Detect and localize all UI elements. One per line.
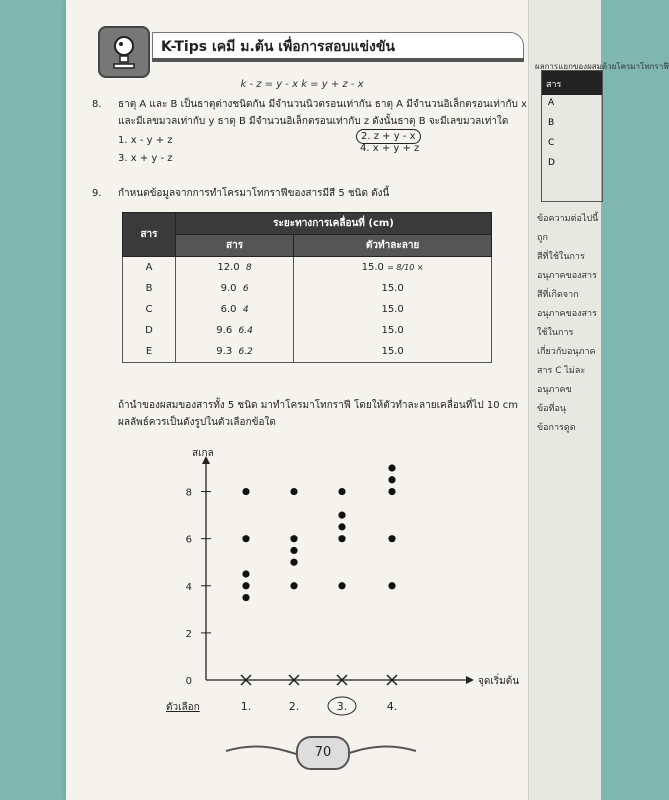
- adjacent-line: สาร C ไม่ละ: [537, 366, 586, 376]
- y-tick-label: 8: [185, 487, 192, 499]
- chromatography-table: [122, 212, 492, 363]
- row-sub: 9.3 6.2: [176, 341, 294, 363]
- adjacent-page-header: ผลการแยกของผสมด้วยโครมาโทกราฟี: [535, 62, 669, 71]
- row-sub: 12.0 8: [176, 257, 294, 279]
- q8-line2: และมีเลขมวลเท่ากับ y ธาตุ B มีจำนวนอิเล็กตรอนเท่ากับ z ดังนั้นธาตุ B จะมีเลขมวลเท่าใด: [118, 116, 509, 127]
- spot-point: [388, 464, 395, 471]
- y-tick-label: 4: [185, 581, 192, 593]
- row-solv: 15.0: [294, 278, 492, 299]
- q9-text2: ถ้านำของผสมของสารทั้ง 5 ชนิด มาทำโครมาโทกราฟี โดยให้ตัวทำละลายเคลื่อนที่ไป 10 cm: [118, 400, 519, 411]
- page-header: [84, 18, 524, 78]
- row-solv: 15.0: [294, 320, 492, 341]
- x-axis-arrow-icon: [466, 676, 474, 684]
- adjacent-text: [537, 210, 601, 438]
- adjacent-line: สีที่ใช้ในการ: [537, 252, 585, 262]
- flask-logo-icon: [98, 26, 150, 78]
- row-sub: 9.0 6: [176, 278, 294, 299]
- row-name: A: [123, 257, 176, 279]
- adjacent-row: A: [548, 98, 555, 108]
- spot-point: [290, 535, 297, 542]
- header-title-bar: [152, 32, 524, 60]
- y-tick-label: 2: [185, 628, 192, 640]
- row-name: E: [123, 341, 176, 363]
- row-name: B: [123, 278, 176, 299]
- spot-point: [290, 488, 297, 495]
- adjacent-line: อนุภาคข: [537, 385, 572, 395]
- spot-point: [388, 582, 395, 589]
- table-header-substance: สาร: [123, 213, 176, 257]
- x-axis-label: จุดเริ่มต้น: [478, 676, 520, 687]
- y-tick-label: 6: [185, 534, 192, 546]
- spot-point: [388, 535, 395, 542]
- spot-point: [242, 594, 249, 601]
- row-solv: 15.0: [294, 341, 492, 363]
- option-number: 4.: [386, 700, 398, 713]
- q9-text: กำหนดข้อมูลจากการทำโครมาโทกราฟีของสารมีสี 5 ชนิด ดังนี้: [118, 188, 390, 199]
- q8-handwriting: k - z = y - x k = y + z - x: [240, 79, 364, 90]
- spot-point: [338, 488, 345, 495]
- table-row: [123, 320, 492, 341]
- q8-choice-1: 1. x - y + z: [118, 135, 173, 146]
- y-axis-label: สเกล: [192, 448, 214, 459]
- table-subheader-solvent: ตัวทำละลาย: [294, 235, 492, 257]
- table-row: [123, 257, 492, 279]
- chromatogram-options-chart: [166, 448, 520, 718]
- spot-point: [290, 559, 297, 566]
- q8-choice-4: 4. x + y + z: [360, 143, 420, 154]
- spot-point: [242, 488, 249, 495]
- adjacent-row: B: [548, 118, 555, 128]
- q9-number: 9.: [92, 188, 102, 199]
- adjacent-line: ใช้ในการ: [537, 328, 574, 338]
- adjacent-line: ข้อการดูด: [537, 423, 576, 433]
- q8-line1: ธาตุ A และ B เป็นธาตุต่างชนิดกัน มีจำนวนนิวตรอนเท่ากัน ธาตุ A มีจำนวนอิเล็กตรอนเท่ากับ x: [118, 99, 527, 110]
- adjacent-row: C: [548, 138, 555, 148]
- row-name: D: [123, 320, 176, 341]
- q8-choice-3: 3. x + y - z: [118, 153, 173, 164]
- table-subheader-substance: สาร: [176, 235, 294, 257]
- spot-point: [338, 535, 345, 542]
- spot-point: [338, 523, 345, 530]
- adjacent-line: อนุภาคของสาร: [537, 271, 597, 281]
- adjacent-table: [541, 70, 603, 202]
- row-sub: 6.0 4: [176, 299, 294, 320]
- spot-point: [290, 547, 297, 554]
- adjacent-line: สีที่เกิดจาก: [537, 290, 579, 300]
- option-label: ตัวเลือก: [166, 702, 200, 713]
- table-row: [123, 278, 492, 299]
- option-number: 3.: [336, 700, 348, 713]
- q8-choice-2: 2. z + y - x: [356, 129, 421, 144]
- q8-number: 8.: [92, 99, 102, 110]
- spot-point: [242, 535, 249, 542]
- table-header-distance: ระยะทางการเคลื่อนที่ (cm): [176, 213, 492, 235]
- table-row: [123, 341, 492, 363]
- row-solv: 15.0: [294, 299, 492, 320]
- header-title: K-Tips เคมี ม.ต้น เพื่อการสอบแข่งขัน: [161, 39, 395, 55]
- table-row: [123, 299, 492, 320]
- book-page: [66, 0, 536, 800]
- spot-point: [338, 512, 345, 519]
- row-sub: 9.6 6.4: [176, 320, 294, 341]
- spot-point: [290, 582, 297, 589]
- option-number: 2.: [288, 700, 300, 713]
- adjacent-line: เกี่ยวกับอนุภาค: [537, 347, 596, 357]
- page-number: 70: [296, 736, 350, 770]
- row-name: C: [123, 299, 176, 320]
- adjacent-page: [528, 0, 669, 800]
- adjacent-line: ข้อความต่อไปนี้ถูก: [537, 214, 599, 243]
- row-solv: 15.0 = 8/10 ×: [294, 257, 492, 279]
- spot-point: [242, 582, 249, 589]
- adjacent-line: อนุภาคของสาร: [537, 309, 597, 319]
- adjacent-table-head: สาร: [542, 71, 602, 95]
- adjacent-row: D: [548, 158, 555, 168]
- header-underline: [152, 58, 524, 62]
- adjacent-line: ข้อที่อนุ: [537, 404, 567, 414]
- option-number: 1.: [240, 700, 252, 713]
- spot-point: [388, 476, 395, 483]
- spot-point: [242, 570, 249, 577]
- y-tick-label: 0: [185, 676, 192, 687]
- q9-text3: ผลลัพธ์ควรเป็นดังรูปในตัวเลือกข้อใด: [118, 417, 276, 428]
- spot-point: [338, 582, 345, 589]
- spot-point: [388, 488, 395, 495]
